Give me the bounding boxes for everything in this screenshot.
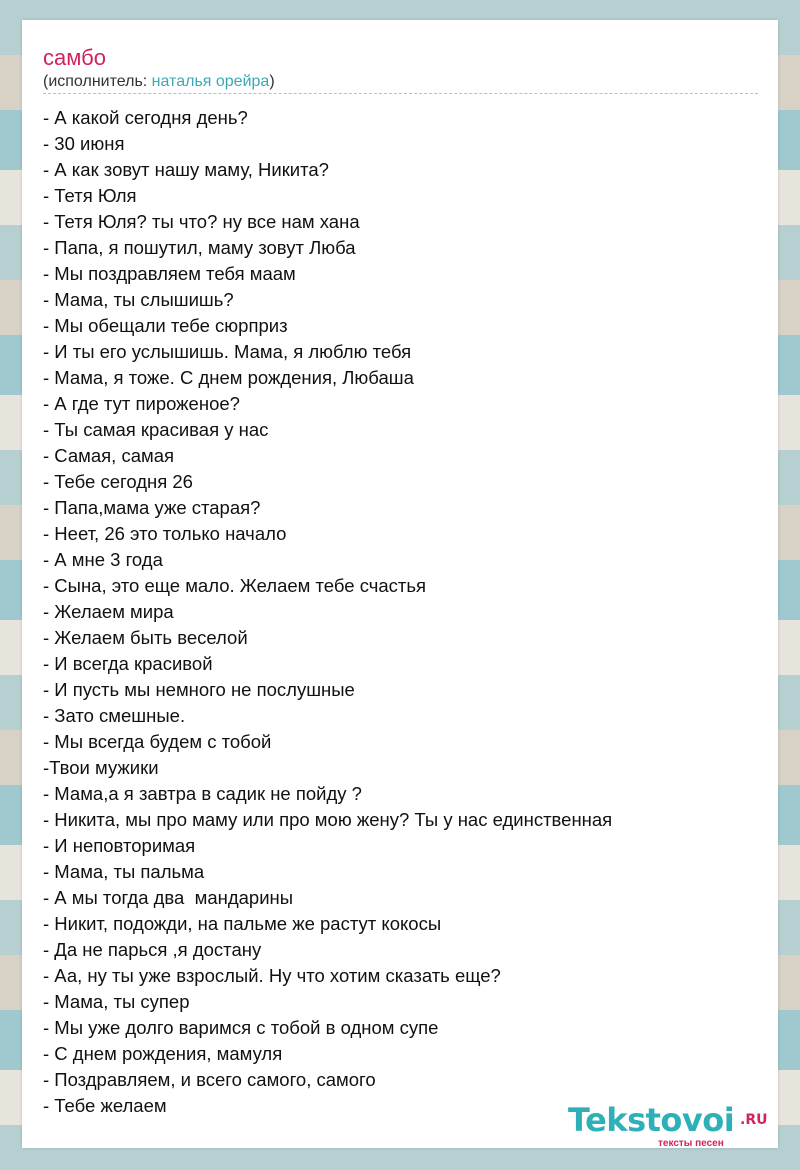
- lyric-line: - А где тут пироженое?: [43, 393, 240, 414]
- lyric-line: - Неет, 26 это только начало: [43, 523, 287, 544]
- lyric-line: -Твои мужики: [43, 757, 159, 778]
- divider: [43, 93, 758, 94]
- lyric-line: - А какой сегодня день?: [43, 107, 248, 128]
- lyric-line: - Да не парься ,я достану: [43, 939, 262, 960]
- lyric-line: - И ты его услышишь. Мама, я люблю тебя: [43, 341, 412, 362]
- lyric-line: - Зато смешные.: [43, 705, 186, 726]
- lyric-line: - А мы тогда два мандарины: [43, 887, 294, 908]
- lyric-line: - Мама, ты пальма: [43, 861, 205, 882]
- logo-brand: Tekstovoi: [568, 1101, 735, 1139]
- lyric-line: - Сына, это еще мало. Желаем тебе счастья: [43, 575, 427, 596]
- artist-suffix: ): [269, 73, 275, 90]
- lyric-line: - И пусть мы немного не послушные: [43, 679, 355, 700]
- lyric-line: - Мама, я тоже. С днем рождения, Любаша: [43, 367, 414, 388]
- lyric-line: - Желаем быть веселой: [43, 627, 248, 648]
- lyric-line: - Папа,мама уже старая?: [43, 497, 261, 518]
- lyric-line: - Мы всегда будем с тобой: [43, 731, 272, 752]
- lyric-line: - Мама,а я завтра в садик не пойду ?: [43, 783, 362, 804]
- lyric-line: - Тебе сегодня 26: [43, 471, 193, 492]
- lyric-line: - Мы поздравляем тебя маам: [43, 263, 296, 284]
- lyric-line: - Никит, подожди, на пальме же растут кокосы: [43, 913, 442, 934]
- lyric-line: - И неповторимая: [43, 835, 196, 856]
- lyric-line: - Мы обещали тебе сюрприз: [43, 315, 288, 336]
- lyric-line: - Аа, ну ты уже взрослый. Ну что хотим сказать еще?: [43, 965, 501, 986]
- lyric-line: - Тетя Юля: [43, 185, 137, 206]
- lyric-line: - А как зовут нашу маму, Никита?: [43, 159, 329, 180]
- artist-line: [43, 72, 275, 92]
- lyrics-card: [22, 20, 778, 1148]
- artist-prefix: (исполнитель:: [43, 73, 152, 90]
- lyric-line: - Поздравляем, и всего самого, самого: [43, 1069, 376, 1090]
- site-logo[interactable]: [568, 1102, 778, 1148]
- lyric-line: - Папа, я пошутил, маму зовут Люба: [43, 237, 356, 258]
- logo-tagline: тексты песен: [658, 1138, 724, 1149]
- lyric-line: - Тебе желаем: [43, 1095, 167, 1116]
- lyric-line: - А мне 3 года: [43, 549, 163, 570]
- lyric-line: - Никита, мы про маму или про мою жену? Ты у нас единственная: [43, 809, 613, 830]
- artist-link[interactable]: наталья орейра: [151, 73, 270, 90]
- lyric-line: - 30 июня: [43, 133, 125, 154]
- lyric-line: - Самая, самая: [43, 445, 175, 466]
- lyric-line: - Ты самая красивая у нас: [43, 419, 269, 440]
- lyric-line: - Желаем мира: [43, 601, 174, 622]
- lyric-line: - Мама, ты слышишь?: [43, 289, 234, 310]
- lyrics-list: [43, 105, 758, 1119]
- lyric-line: - Мама, ты супер: [43, 991, 190, 1012]
- lyric-line: - И всегда красивой: [43, 653, 213, 674]
- lyric-line: - Тетя Юля? ты что? ну все нам хана: [43, 211, 360, 232]
- song-title: самбо: [43, 45, 106, 70]
- lyric-line: - С днем рождения, мамуля: [43, 1043, 283, 1064]
- logo-tld: .RU: [740, 1112, 768, 1128]
- lyric-line: - Мы уже долго варимся с тобой в одном супе: [43, 1017, 439, 1038]
